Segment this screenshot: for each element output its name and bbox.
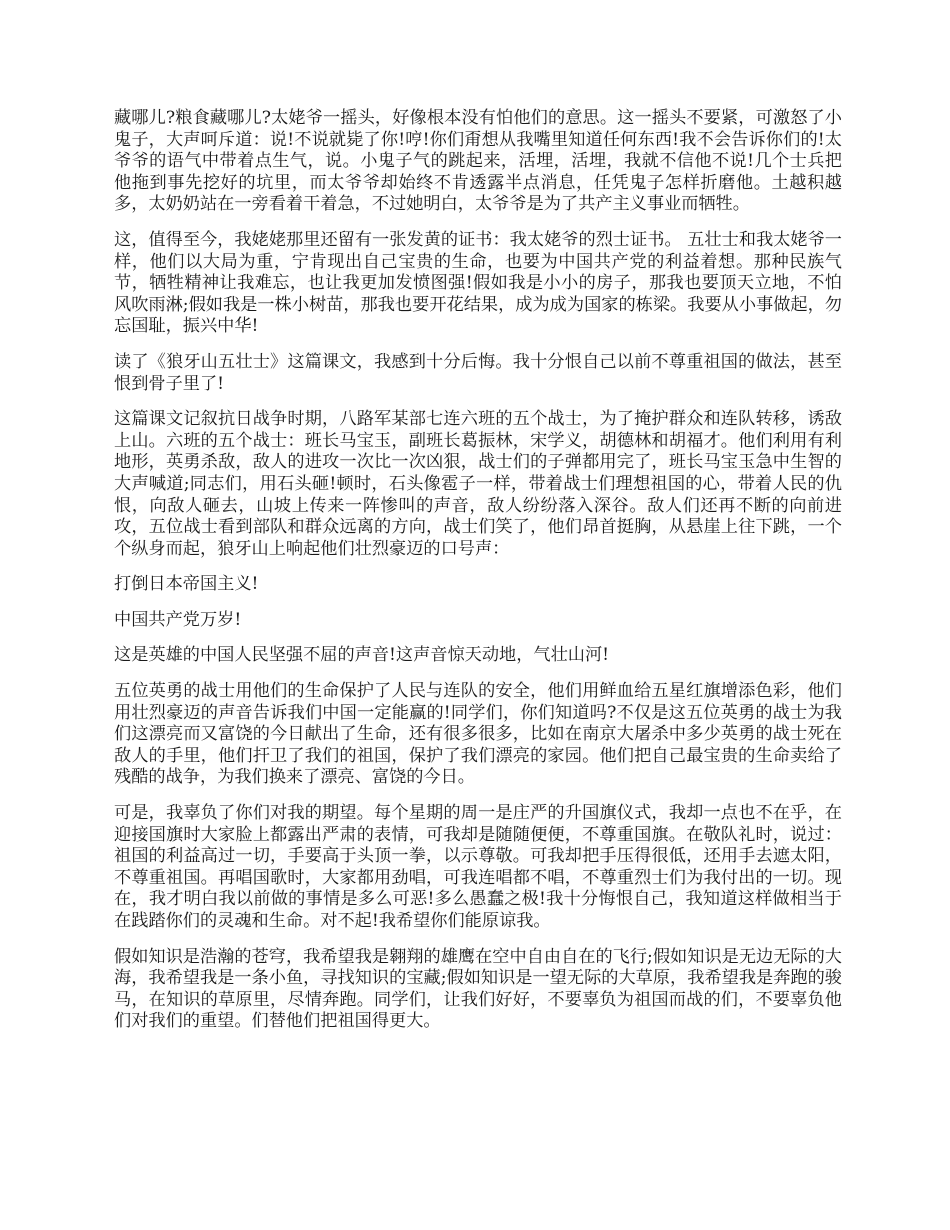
- paragraph: 读了《狼牙山五壮士》这篇课文，我感到十分后悔。我十分恨自己以前不尊重祖国的做法，甚至恨到骨子里了!: [114, 351, 842, 394]
- paragraph: 这篇课文记叙抗日战争时期，八路军某部七连六班的五个战士，为了掩护群众和连队转移，诱敌上山。六班的五个战士：班长马宝玉，副班长葛振林，宋学义，胡德林和胡福才。他们利用有利地形，英勇杀敌，敌人的进攻一次比一次凶狠，战士们的子弹都用完了，班长马宝玉急中生智的大声喊道;同志们，用石头砸!顿时，石头像雹子一样，带着战士们理想祖国的心，带着人民的仇恨，向敌人砸去，山坡上传来一阵惨叫的声音，敌人纷纷落入深谷。敌人们还再不断的向前进攻，五位战士看到部队和群众远离的方向，战士们笑了，他们昂首挺胸，从悬崖上往下跳，一个个纵身而起，狼牙山上响起他们壮烈豪迈的口号声：: [114, 409, 842, 559]
- document-body: [114, 108, 842, 1047]
- paragraph: 五位英勇的战士用他们的生命保护了人民与连队的安全，他们用鲜血给五星红旗增添色彩，他们用壮烈豪迈的声音告诉我们中国一定能赢的!同学们，你们知道吗?不仅是这五位英勇的战士为我们这漂亮而又富饶的今日献出了生命，还有很多很多，比如在南京大屠杀中多少英勇的战士死在敌人的手里，他们扞卫了我们的祖国，保护了我们漂亮的家园。他们把自己最宝贵的生命卖给了残酷的战争，为我们换来了漂亮、富饶的今日。: [114, 681, 842, 788]
- paragraph: 可是，我辜负了你们对我的期望。每个星期的周一是庄严的升国旗仪式，我却一点也不在乎，在迎接国旗时大家脸上都露出严肃的表情，可我却是随随便便，不尊重国旗。在敬队礼时，说过：祖国的利益高过一切，手要高于头顶一拳，以示尊敬。可我却把手压得很低，还用手去遮太阳，不尊重祖国。再唱国歌时，大家都用劲唱，可我连唱都不唱，不尊重烈士们为我付出的一切。现在，我才明白我以前做的事情是多么可恶!多么愚蠢之极!我十分悔恨自己，我知道这样做相当于在践踏你们的灵魂和生命。对不起!我希望你们能原谅我。: [114, 803, 842, 931]
- paragraph: 这是英雄的中国人民坚强不屈的声音!这声音惊天动地，气壮山河!: [114, 645, 610, 666]
- paragraph: 这，值得至今，我姥姥那里还留有一张发黄的证书：我太姥爷的烈士证书。 五壮士和我太姥爷一样，他们以大局为重，宁肯现出自己宝贵的生命，也要为中国共产党的利益着想。那种民族气节，牺牲精神让我难忘，也让我更加发愤图强!假如我是小小的房子，那我也要顶天立地，不怕风吹雨淋;假如我是一株小树苗，那我也要开花结果，成为成为国家的栋梁。我要从小事做起，勿忘国耻，振兴中华!: [114, 229, 842, 337]
- paragraph: 假如知识是浩瀚的苍穹，我希望我是翱翔的雄鹰在空中自由自在的飞行;假如知识是无边无际的大海，我希望我是一条小鱼，寻找知识的宝藏;假如知识是一望无际的大草原，我希望我是奔跑的骏马，在知识的草原里，尽情奔跑。同学们，让我们好好，不要辜负为祖国而战的们，不要辜负他们对我们的重望。们替他们把祖国得更大。: [114, 946, 842, 1032]
- slogan-line: 中国共产党万岁!: [114, 609, 242, 630]
- slogan-line: 打倒日本帝国主义!: [114, 574, 259, 595]
- paragraph: 藏哪儿?粮食藏哪儿?太姥爷一摇头，好像根本没有怕他们的意思。这一摇头不要紧，可激怒了小鬼子，大声呵斥道：说!不说就毙了你!哼!你们甭想从我嘴里知道任何东西!我不会告诉你们的!太爷爷的语气中带着点生气，说。小鬼子气的跳起来，活埋，活埋，我就不信他不说!几个士兵把他拖到事先挖好的坑里，而太爷爷却始终不肯透露半点消息，任凭鬼子怎样折磨他。土越积越多，太奶奶站在一旁看着干着急，不过她明白，太爷爷是为了共产主义事业而牺牲。: [114, 108, 842, 215]
